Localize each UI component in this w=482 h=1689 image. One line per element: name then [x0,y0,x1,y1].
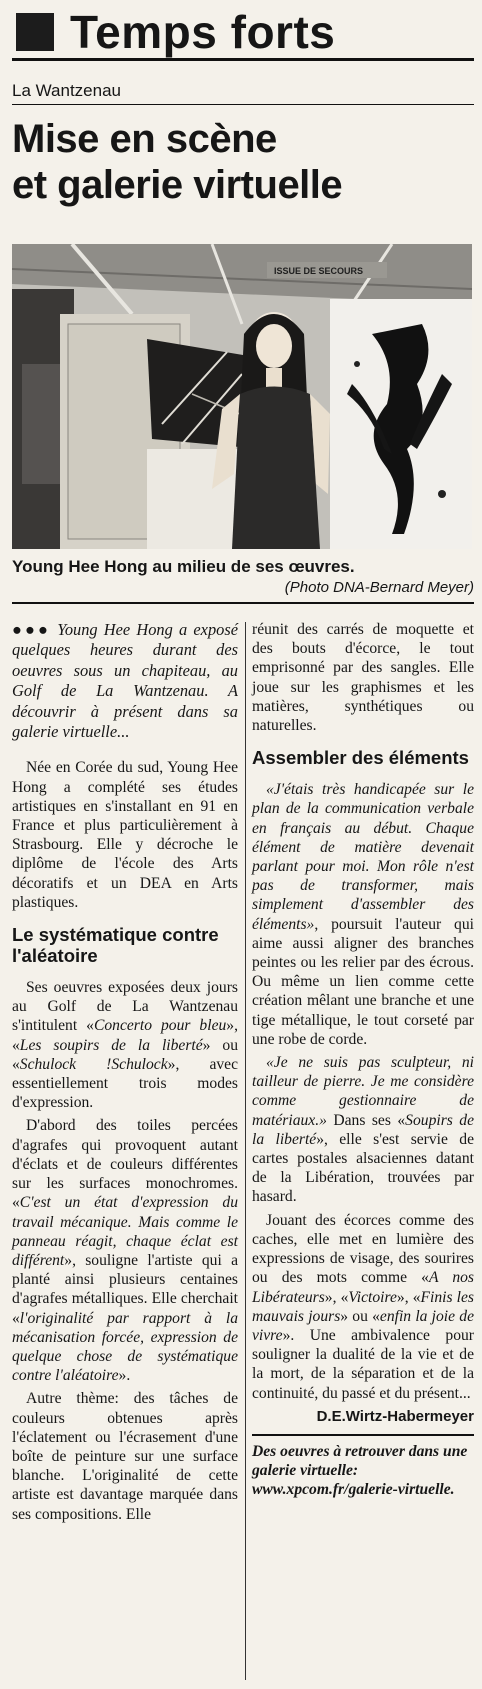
column-divider [245,622,246,1680]
p7-quote: «Je ne suis pas sculpteur, ni tailleur de pierre. Je me considère comme gestionnaire de matériaux.» [252,1054,474,1129]
p2-text-d: », avec essentiellement trois modes d'expression. [12,1055,238,1112]
p8-text-b: », « [324,1288,349,1306]
p8-title-3: Finis les mauvais jours [252,1288,474,1325]
p8-title-4: enfin la joie de vivre [252,1307,474,1344]
article-photo [12,244,472,549]
p3-quote-1: C'est un état d'expression du travail mécanique. Mais comme le panneau réagit, chaque éclat est différent [12,1194,238,1269]
photo-credit: (Photo DNA-Bernard Meyer) [12,577,474,604]
headline-line-1: Mise en scène [12,117,277,161]
p2-text-c: » ou « [12,1036,238,1073]
lead-bullets: ●●● [12,620,51,639]
photo-exit-sign-text: ISSUE DE SECOURS [274,266,364,276]
p2-title-1: Concerto pour bleu [93,1017,227,1035]
paragraph-5: réunit des carrés de moquette et des bouts d'écorce, le tout emprisonné par des sangles. Elle joue sur les graphismes et les matières, synthétiques ou naturelles. [252,621,474,735]
article-column-right [252,620,474,1504]
p8-text-d: » ou « [340,1307,380,1325]
section-square-icon [16,13,54,51]
subheading-2: Assembler des éléments [252,747,469,769]
headline-line-2: et galerie virtuelle [12,163,343,207]
article-lead [12,620,238,742]
p8-text-c: », « [396,1288,421,1306]
p3-text-c: ». [118,1367,131,1385]
p7-text-c: », elle s'est servie de cartes postales alsaciennes datant de la Libération, trouvées par hasard. [252,1130,475,1206]
p8-title-2: Victoire [348,1288,397,1306]
paragraph-4: Autre thème: des tâches de couleurs obtenues après l'éclatement ou l'écrasement d'une boîte de peinture sur une surface blanche. L'originalité de cette artiste est davantage marquée dans ses compositions. Elle [12,1390,238,1523]
p3-text-b: », souligne l'artiste qui a planté ainsi plusieurs centaines d'agrafes métalliques. Elle cherchait « [12,1251,238,1327]
paragraph-1: Née en Corée du sud, Young Hee Hong a complété ses études artistiques en s'installant en 91 en France et plus particulièrement à Strasbourg. Elle y décroche le diplôme de l'école des Arts décoratifs et un DEA en Arts plastiques. [12,759,238,911]
p8-title-1: A nos Libérateurs [252,1269,474,1306]
lead-text: Young Hee Hong a exposé quelques heures durant des oeuvres sous un chapiteau, au Golf de La Wantzenau. A découvrir à présent dans sa galerie virtuelle... [12,620,238,742]
article-column-left [12,620,238,1528]
p7-title: Soupirs de la liberté [252,1111,474,1148]
p6-quote: «J'étais très handicapée sur le plan de la communication verbale en français au début. Chaque élément de matière devenait parlant pour moi. Mon rôle n'est pas de transformer, mais simplement d'assembler des éléments» [252,781,474,933]
subheading-1: Le systématique contre l'aléatoire [12,924,219,967]
caption-text: Young Hee Hong au milieu de ses œuvres. [12,557,355,576]
p6-text: , poursuit l'auteur qui aime aussi aligner des branches peintes ou les relier par des écrous. Ou même un lien comme cette création mêlant une branche et une tige métallique, le tout corseté par une robe de corde. [252,915,474,1048]
photo-caption [12,556,474,604]
p7-text-b: Dans ses « [326,1111,406,1129]
section-header [12,6,474,61]
article-headline [12,116,474,208]
paragraph-3 [12,1116,238,1385]
p3-quote-2: l'originalité par rapport à la mécanisation forcée, expression de quelque chose de systématique contre l'aléatoire [12,1309,238,1385]
article-byline: D.E.Wirtz-Habermeyer [316,1407,474,1425]
gallery-footer-note: Des oeuvres à retrouver dans une galerie virtuelle: www.xpcom.fr/galerie-virtuelle. [252,1434,474,1500]
paragraph-6 [252,780,474,1049]
p2-text-b: », « [12,1017,238,1054]
p8-text-a: Jouant des écorces comme des caches, elle met en lumière des expressions de visage, des sourires ou des mots comme « [252,1211,474,1287]
p3-text-a: D'abord des toiles percées d'agrafes qui provoquent autant d'éclats et de couleurs différentes sur les surfaces monochromes. « [12,1117,238,1212]
section-title: Temps forts [70,6,336,58]
p2-title-3: Schulock !Schulock [19,1055,168,1073]
article-location: La Wantzenau [12,80,474,105]
photo-illustration [12,244,472,549]
paragraph-2 [12,978,238,1112]
p8-text-e: ». Une ambivalence pour souligner la dualité de la vie et de la mort, de la séparation et de la continuité, du passé et du présent... [252,1326,474,1402]
paragraph-7 [252,1053,474,1207]
paragraph-8 [252,1211,474,1403]
p2-title-2: Les soupirs de la liberté [19,1036,203,1054]
p2-text-a: Ses oeuvres exposées deux jours au Golf de La Wantzenau s'intitulent « [12,979,238,1035]
